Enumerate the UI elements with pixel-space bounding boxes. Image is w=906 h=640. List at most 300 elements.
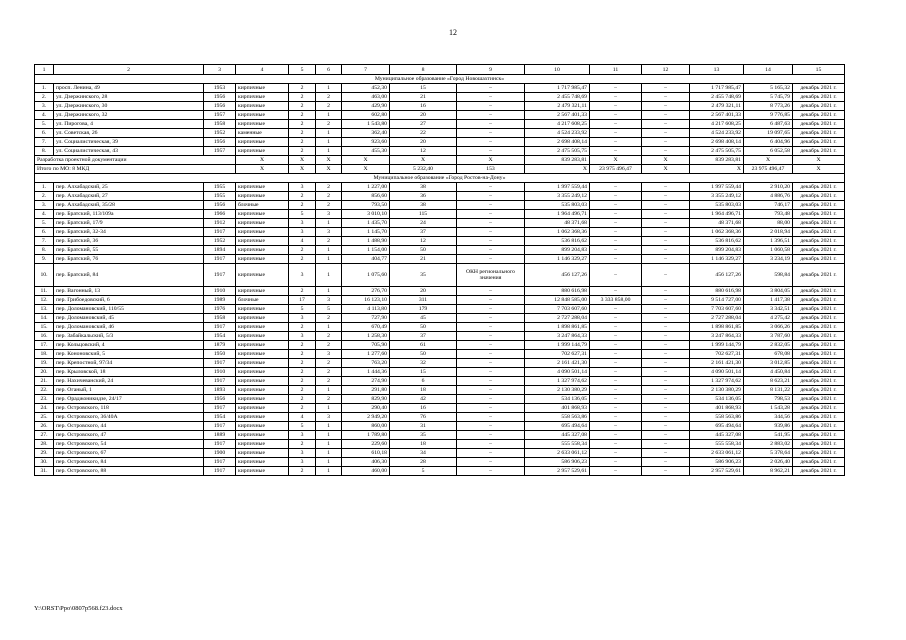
column-header: 15 [793, 65, 845, 75]
table-cell: – [590, 449, 642, 458]
table-cell: 695 494,64 [525, 422, 590, 431]
data-table [34, 64, 845, 476]
table-cell: 1955 [204, 183, 236, 192]
table-row [35, 138, 845, 147]
table-cell: 1957 [204, 111, 236, 120]
table-cell: 586 906,23 [525, 458, 590, 467]
table-cell: 24 [390, 219, 457, 228]
column-header: 4 [236, 65, 289, 75]
table-cell: 20 [390, 111, 457, 120]
table-cell: 3 247 864,33 [690, 332, 744, 341]
table-cell: – [590, 201, 642, 210]
table-row [35, 431, 845, 440]
table-cell: 2 [289, 359, 316, 368]
table-cell: 291,80 [342, 386, 390, 395]
table-cell: – [590, 264, 642, 287]
table-cell: 5. [35, 120, 54, 129]
table-cell: пер. Островского, 47 [54, 431, 204, 440]
table-cell: декабрь 2021 г. [793, 287, 845, 296]
table-cell: – [457, 413, 525, 422]
table-cell: 20. [35, 368, 54, 377]
table-cell: 1956 [204, 201, 236, 210]
column-header: 8 [390, 65, 457, 75]
table-cell: X [690, 165, 744, 174]
table-cell: – [457, 147, 525, 156]
table-cell: 8 962,21 [744, 467, 793, 476]
table-cell: просп. Ленина, 49 [54, 84, 204, 93]
table-cell: 1 898 861,85 [525, 323, 590, 332]
table-cell: 456 127,26 [690, 264, 744, 287]
table-cell: 3 [316, 350, 342, 359]
table-cell: 1917 [204, 323, 236, 332]
table-cell: – [457, 377, 525, 386]
table-cell: X [342, 165, 390, 174]
table-cell: – [457, 323, 525, 332]
table-cell: 2 475 505,75 [690, 147, 744, 156]
table-cell: 2 [289, 341, 316, 350]
table-cell: 1 [316, 404, 342, 413]
table-cell: декабрь 2021 г. [793, 341, 845, 350]
table-cell: 2 479 321,11 [525, 102, 590, 111]
table-cell: кирпичные [236, 314, 289, 323]
table-cell: – [642, 458, 690, 467]
table-cell: 2 727 288,04 [525, 314, 590, 323]
table-cell: декабрь 2021 г. [793, 228, 845, 237]
table-cell: 1 [316, 147, 342, 156]
table-cell: 2 [289, 138, 316, 147]
table-row [35, 120, 845, 129]
table-cell: декабрь 2021 г. [793, 264, 845, 287]
table-cell: 3 [289, 228, 316, 237]
table-cell: 2 957 529,61 [525, 467, 590, 476]
table-cell: 1 [316, 138, 342, 147]
table-cell: 1917 [204, 359, 236, 368]
table-cell: пер. Островского, 44 [54, 422, 204, 431]
table-row [35, 210, 845, 219]
table-cell: 2 [289, 467, 316, 476]
table-cell: 602,80 [342, 111, 390, 120]
table-cell: 1 [316, 449, 342, 458]
summary-row [35, 156, 845, 165]
table-cell: – [457, 237, 525, 246]
table-cell: – [590, 210, 642, 219]
table-cell: – [590, 93, 642, 102]
table-cell: 2 727 288,04 [690, 314, 744, 323]
table-cell: 555 558,34 [690, 440, 744, 449]
table-cell: 536 816,62 [525, 237, 590, 246]
table-cell: 2 [289, 201, 316, 210]
table-row [35, 341, 845, 350]
table-cell: 4 [289, 413, 316, 422]
table-cell: кирпичные [236, 431, 289, 440]
table-cell: 50 [390, 350, 457, 359]
table-cell: 1 [316, 287, 342, 296]
table-cell: 2 883,02 [744, 440, 793, 449]
table-cell: 1952 [204, 237, 236, 246]
table-cell: X [316, 156, 342, 165]
table-cell: декабрь 2021 г. [793, 449, 845, 458]
table-cell: кирпичные [236, 93, 289, 102]
table-cell: 1 [316, 431, 342, 440]
table-cell: – [590, 404, 642, 413]
table-cell: 10. [35, 264, 54, 287]
table-cell: 1912 [204, 219, 236, 228]
table-cell: кирпичные [236, 138, 289, 147]
table-cell: X [289, 165, 316, 174]
table-cell: 3. [35, 201, 54, 210]
table-cell: 401 868,93 [690, 404, 744, 413]
table-cell: X [236, 165, 289, 174]
table-cell: 2 567 401,33 [525, 111, 590, 120]
table-cell: 1917 [204, 377, 236, 386]
table-cell: 21 [390, 93, 457, 102]
table-cell: 5 745,79 [744, 93, 793, 102]
table-cell: 22. [35, 386, 54, 395]
table-cell: 2 567 401,33 [690, 111, 744, 120]
table-cell: 16. [35, 332, 54, 341]
table-cell: 1 154,00 [342, 246, 390, 255]
table-cell: 17. [35, 341, 54, 350]
table-cell: – [642, 323, 690, 332]
table-cell: 153 [457, 165, 525, 174]
table-cell: пер. Ораджоникидзе, 24/17 [54, 395, 204, 404]
table-cell: – [642, 246, 690, 255]
table-cell: 3 355 249,12 [690, 192, 744, 201]
table-cell: 535 803,03 [525, 201, 590, 210]
table-cell: 839 283,81 [525, 156, 590, 165]
table-cell: – [457, 201, 525, 210]
table-cell: 1952 [204, 129, 236, 138]
table-cell: декабрь 2021 г. [793, 314, 845, 323]
table-cell: кирпичные [236, 404, 289, 413]
table-cell: 1879 [204, 341, 236, 350]
table-cell: 2 [289, 120, 316, 129]
table-cell: 38 [390, 201, 457, 210]
table-cell: пер. Островского, 118 [54, 404, 204, 413]
table-cell: 2 [316, 359, 342, 368]
table-cell: 1917 [204, 255, 236, 264]
table-cell: пер. Крыловской, 18 [54, 368, 204, 377]
table-row [35, 449, 845, 458]
table-cell: – [642, 287, 690, 296]
table-cell: 1 543,80 [342, 120, 390, 129]
table-cell: – [457, 287, 525, 296]
table-cell: кирпичные [236, 368, 289, 377]
table-cell: – [642, 111, 690, 120]
table-cell: 2 698 408,14 [690, 138, 744, 147]
table-cell: – [457, 368, 525, 377]
table-cell: 1 997 559,44 [525, 183, 590, 192]
table-cell: 558 563,86 [525, 413, 590, 422]
table-cell: 1 075,60 [342, 264, 390, 287]
table-cell: 1 435,70 [342, 219, 390, 228]
table-cell: 2 [316, 192, 342, 201]
table-cell: декабрь 2021 г. [793, 255, 845, 264]
table-cell: – [590, 341, 642, 350]
table-cell: 19. [35, 359, 54, 368]
table-cell: ул. Социалистическая, 43 [54, 147, 204, 156]
table-cell: 829,90 [342, 395, 390, 404]
table-cell: – [457, 458, 525, 467]
table-cell: – [642, 332, 690, 341]
table-cell: 1958 [204, 314, 236, 323]
table-cell: 1 060,58 [744, 246, 793, 255]
table-cell: 1 543,28 [744, 404, 793, 413]
table-cell: 29. [35, 449, 54, 458]
table-cell: 2 [316, 93, 342, 102]
table-cell: 11. [35, 287, 54, 296]
table-cell: 1 789,80 [342, 431, 390, 440]
table-cell: пер. Доломановский, 110/55 [54, 305, 204, 314]
table-cell: 8 773,26 [744, 102, 793, 111]
table-cell: 3 333 858,00 [590, 296, 642, 305]
table-cell: 452,30 [342, 84, 390, 93]
table-cell: 2 [289, 93, 316, 102]
section-title: Муниципальное образование «Город Новошахтинск» [35, 75, 845, 84]
table-cell: 35 [390, 431, 457, 440]
table-cell: 1917 [204, 458, 236, 467]
table-cell: 1 062 368,36 [525, 228, 590, 237]
table-cell: 35 [390, 264, 457, 287]
table-cell: 3 [289, 458, 316, 467]
column-header: 3 [204, 65, 236, 75]
table-cell: декабрь 2021 г. [793, 359, 845, 368]
table-cell: – [642, 120, 690, 129]
table-cell: 445 327,08 [525, 431, 590, 440]
table-cell: 15. [35, 323, 54, 332]
table-cell: 3 [289, 431, 316, 440]
table-row [35, 368, 845, 377]
table-cell: – [590, 332, 642, 341]
table-cell: кирпичные [236, 350, 289, 359]
table-cell: – [642, 201, 690, 210]
table-cell: 535 803,03 [690, 201, 744, 210]
column-header: 6 [316, 65, 342, 75]
table-cell: 4 217 608,25 [690, 120, 744, 129]
table-cell: 3 234,19 [744, 255, 793, 264]
table-cell: 4 090 501,14 [525, 368, 590, 377]
table-cell: 2 026,40 [744, 458, 793, 467]
table-cell: 2 [289, 395, 316, 404]
table-cell: пер. Грибоедовский, 6 [54, 296, 204, 305]
table-cell: 16 [390, 404, 457, 413]
table-cell: – [457, 129, 525, 138]
table-row [35, 129, 845, 138]
table-cell: 1 [316, 264, 342, 287]
table-cell: 610,18 [342, 449, 390, 458]
table-cell: 3 010,10 [342, 210, 390, 219]
table-cell: – [590, 323, 642, 332]
table-cell: 455,30 [342, 147, 390, 156]
table-cell: пер. Островского, 54 [54, 440, 204, 449]
table-cell: пер. Доломановский, 46 [54, 323, 204, 332]
table-cell: – [642, 386, 690, 395]
table-cell: 23 975 496,47 [590, 165, 642, 174]
table-row [35, 413, 845, 422]
table-cell: 7 703 607,60 [525, 305, 590, 314]
table-cell: 3 247 864,33 [525, 332, 590, 341]
table-cell: 1917 [204, 228, 236, 237]
table-cell: 1917 [204, 440, 236, 449]
table-cell: 16 123,10 [342, 296, 390, 305]
table-row [35, 440, 845, 449]
table-cell: 2 910,20 [744, 183, 793, 192]
column-header: 7 [342, 65, 390, 75]
table-cell: 45 [390, 314, 457, 323]
table-cell: кирпичные [236, 332, 289, 341]
table-cell: 727,90 [342, 314, 390, 323]
table-cell: 2 161 421,30 [690, 359, 744, 368]
table-row [35, 111, 845, 120]
table-cell: кирпичные [236, 323, 289, 332]
table-cell: X [390, 156, 457, 165]
table-cell: 5 [390, 467, 457, 476]
table-cell: ул. Социалистическая, 39 [54, 138, 204, 147]
table-cell: декабрь 2021 г. [793, 192, 845, 201]
table-cell: – [457, 359, 525, 368]
table-cell: 311 [390, 296, 457, 305]
table-cell: 18 [390, 440, 457, 449]
table-cell: – [642, 413, 690, 422]
table-cell: 76 [390, 413, 457, 422]
table-cell: 2 [289, 323, 316, 332]
table-cell: – [590, 84, 642, 93]
table-cell: 558 563,86 [690, 413, 744, 422]
table-cell: 2 [316, 183, 342, 192]
table-cell: 2 130 380,29 [525, 386, 590, 395]
table-cell: 1 062 368,36 [690, 228, 744, 237]
table-cell: – [590, 431, 642, 440]
table-cell: 2 161 421,30 [525, 359, 590, 368]
table-cell: 3 355 249,12 [525, 192, 590, 201]
table-cell: 1 488,90 [342, 237, 390, 246]
table-cell: 1966 [204, 210, 236, 219]
table-cell: – [457, 102, 525, 111]
table-cell: кирпичные [236, 467, 289, 476]
section-title: Муниципальное образование «Город Ростов-на-Дону» [35, 174, 845, 183]
table-cell: декабрь 2021 г. [793, 431, 845, 440]
table-row [35, 422, 845, 431]
table-cell: 2 018,94 [744, 228, 793, 237]
table-cell: пер. Вагонный, 13 [54, 287, 204, 296]
table-row [35, 395, 845, 404]
table-cell: 1. [35, 84, 54, 93]
table-cell: ОКН регионального значения [457, 264, 525, 287]
table-cell: каменные [236, 129, 289, 138]
table-cell: 899 204,83 [690, 246, 744, 255]
table-cell: – [642, 440, 690, 449]
table-cell: 36 [390, 192, 457, 201]
table-cell: 695 494,64 [690, 422, 744, 431]
table-cell: 61 [390, 341, 457, 350]
table-cell: 344,56 [744, 413, 793, 422]
table-cell: – [642, 368, 690, 377]
table-cell: кирпичные [236, 237, 289, 246]
table-cell: 2 [316, 237, 342, 246]
table-cell: 1 717 985,47 [690, 84, 744, 93]
table-cell: 3 [289, 332, 316, 341]
table-cell: 2 [316, 341, 342, 350]
table-cell: – [642, 422, 690, 431]
table-cell: 2 [316, 314, 342, 323]
table-cell: 678,08 [744, 350, 793, 359]
table-cell: декабрь 2021 г. [793, 111, 845, 120]
table-cell: 1917 [204, 467, 236, 476]
table-cell: пер. Оганый, 1 [54, 386, 204, 395]
table-cell: 19 097,65 [744, 129, 793, 138]
table-cell: – [642, 341, 690, 350]
table-cell: 798,53 [744, 395, 793, 404]
table-cell: – [642, 219, 690, 228]
table-cell: пер. Братский, 32-34 [54, 228, 204, 237]
table-row [35, 84, 845, 93]
table-cell: 2 957 529,61 [690, 467, 744, 476]
table-cell: 6 404,96 [744, 138, 793, 147]
table-cell: декабрь 2021 г. [793, 93, 845, 102]
table-cell: пер. Нахичеванский, 24 [54, 377, 204, 386]
table-cell: – [590, 183, 642, 192]
table-cell: 7. [35, 237, 54, 246]
table-cell: 5 [316, 305, 342, 314]
table-cell: 1917 [204, 422, 236, 431]
table-cell: 445 327,08 [690, 431, 744, 440]
table-cell: 1 327 974,62 [525, 377, 590, 386]
table-cell: 2 [316, 102, 342, 111]
table-cell: кирпичные [236, 422, 289, 431]
table-cell: кирпичные [236, 359, 289, 368]
table-cell: – [590, 467, 642, 476]
table-cell: 9 514 727,00 [690, 296, 744, 305]
column-header: 9 [457, 65, 525, 75]
table-cell: – [642, 377, 690, 386]
table-cell: 3 [316, 210, 342, 219]
table-cell: 28. [35, 440, 54, 449]
table-cell: – [642, 138, 690, 147]
table-cell: 2 633 061,12 [690, 449, 744, 458]
table-cell: декабрь 2021 г. [793, 458, 845, 467]
table-cell: 2 [289, 147, 316, 156]
table-cell: декабрь 2021 г. [793, 84, 845, 93]
table-cell: – [642, 314, 690, 323]
section-title-row [35, 75, 845, 84]
table-cell: – [457, 422, 525, 431]
table-cell: 20 [390, 287, 457, 296]
table-cell: 1893 [204, 386, 236, 395]
table-cell: декабрь 2021 г. [793, 422, 845, 431]
table-cell: – [590, 237, 642, 246]
table-cell: 1 [316, 111, 342, 120]
table-cell: 4. [35, 210, 54, 219]
table-cell: 4. [35, 111, 54, 120]
table-cell: декабрь 2021 г. [793, 440, 845, 449]
table-cell: 536 816,62 [690, 237, 744, 246]
table-cell: – [457, 341, 525, 350]
table-cell: декабрь 2021 г. [793, 305, 845, 314]
table-cell: пер. Алхабадский, 35/28 [54, 201, 204, 210]
table-cell: X [642, 156, 690, 165]
table-cell: 28 [390, 458, 457, 467]
table-cell: – [590, 377, 642, 386]
table-cell: кирпичные [236, 341, 289, 350]
table-row [35, 350, 845, 359]
table-body [35, 65, 845, 476]
table-row [35, 467, 845, 476]
table-cell: X [590, 156, 642, 165]
table-cell: пер. Островского, 88 [54, 467, 204, 476]
table-cell: 2 [289, 255, 316, 264]
table-row [35, 458, 845, 467]
table-row [35, 102, 845, 111]
